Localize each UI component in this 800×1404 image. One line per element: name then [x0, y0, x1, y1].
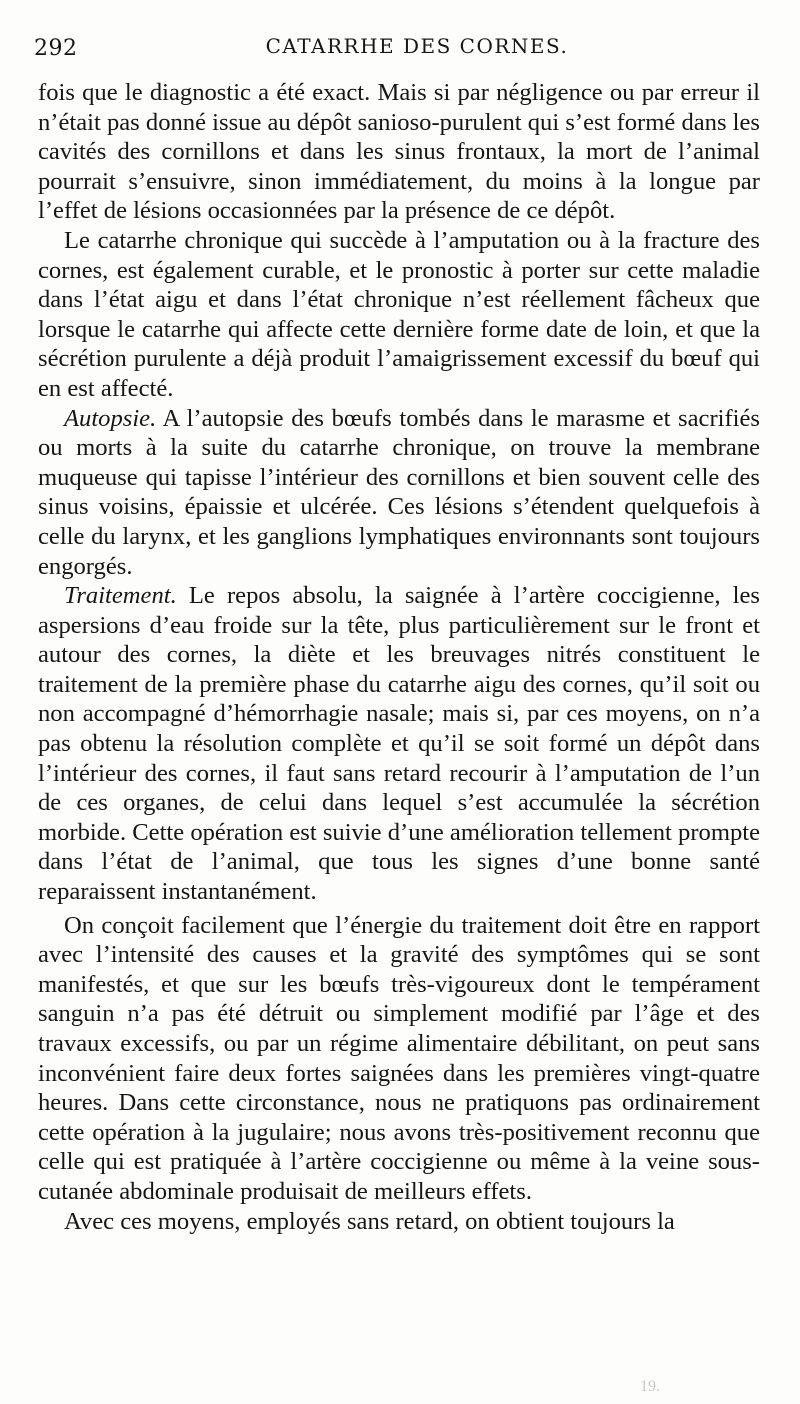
section-run-in-heading: Autopsie. [64, 404, 157, 432]
paragraph-treatment [38, 581, 760, 907]
paragraph-continuation [38, 78, 760, 226]
paragraph-text: fois que le diagnostic a été exact. Mais si par négligence ou par erreur il n’était pas donné issue au dépôt sanioso-purulent qui s’est formé dans les cavités des cornillons et dans les sinus frontaux, la mort de l’animal pourrait s’ensuivre, sinon immédiatement, du moins à la longue par l’effet de lésions occasionnées par la présence de ce dépôt. [38, 79, 760, 225]
paragraph-energy [38, 911, 760, 1207]
running-title: CATARRHE DES CORNES. [265, 34, 569, 58]
body-text [38, 78, 760, 1236]
paragraph-text: A l’autopsie des bœufs tombés dans le marasme et sacrifiés ou morts à la suite du catarrhe chronique, on trouve la membrane muqueuse qui tapisse l’intérieur des cornillons et bien souvent celle des sinus voisins, épaissie et ulcérée. Ces lésions s’étendent quelquefois à celle du larynx, et les ganglions lymphatiques environnants sont toujours engorgés. [38, 404, 760, 580]
paragraph-text: Le catarrhe chronique qui succède à l’amputation ou à la fracture des cornes, est également curable, et le pronostic à porter sur cette maladie dans l’état aigu et dans l’état chronique n’est réellement fâcheux que lorsque le catarrhe qui affecte cette dernière forme date de loin, et que la sécrétion purulente a déjà produit l’amaigrissement excessif du bœuf qui en est affecté. [38, 226, 760, 402]
paragraph-final [38, 1207, 760, 1237]
section-run-in-heading: Traitement. [64, 582, 177, 610]
page-number: 292 [34, 36, 78, 61]
paragraph-text: Le repos absolu, la saignée à l’artère coccigienne, les aspersions d’eau froide sur la tête, plus particulièrement sur le front et autour des cornes, la diète et les breuvages nitrés constituent le traitement de la première phase du catarrhe aigu des cornes, qu’il soit ou non accompagné d’hémorrhagie nasale; mais si, par ces moyens, on n’a pas obtenu la résolution complète et qu’il se soit formé un dépôt dans l’intérieur des cornes, il faut sans retard recourir à l’amputation de l’un de ces organes, de celui dans lequel s’est accumulée la sécrétion morbide. Cette opération est suivie d’une amélioration tellement prompte dans l’état de l’animal, que tous les signes d’une bonne santé reparaissent instantanément. [38, 582, 760, 906]
paragraph-autopsy [38, 404, 760, 582]
paragraph-text: On conçoit facilement que l’énergie du traitement doit être en rapport avec l’intensité des causes et la gravité des symptômes qui se sont manifestés, et que sur les bœufs très-vigoureux dont le tempérament sanguin n’a pas été détruit ou simplement modifié par l’âge et des travaux excessifs, ou par un régime alimentaire débilitant, on peut sans inconvénient faire deux fortes saignées dans les premières vingt-quatre heures. Dans cette circonstance, nous ne pratiquons pas ordinairement cette opération à la jugulaire; nous avons très-positivement reconnu que celle qui est pratiquée à l’artère coccigienne ou même à la veine sous-cutanée abdominale produisait de meilleurs effets. [38, 911, 760, 1205]
paragraph-text: Avec ces moyens, employés sans retard, on obtient toujours la [64, 1207, 675, 1235]
folio-signature: 19. [640, 1378, 660, 1395]
page-header [34, 30, 760, 70]
paragraph-prognosis [38, 226, 760, 404]
